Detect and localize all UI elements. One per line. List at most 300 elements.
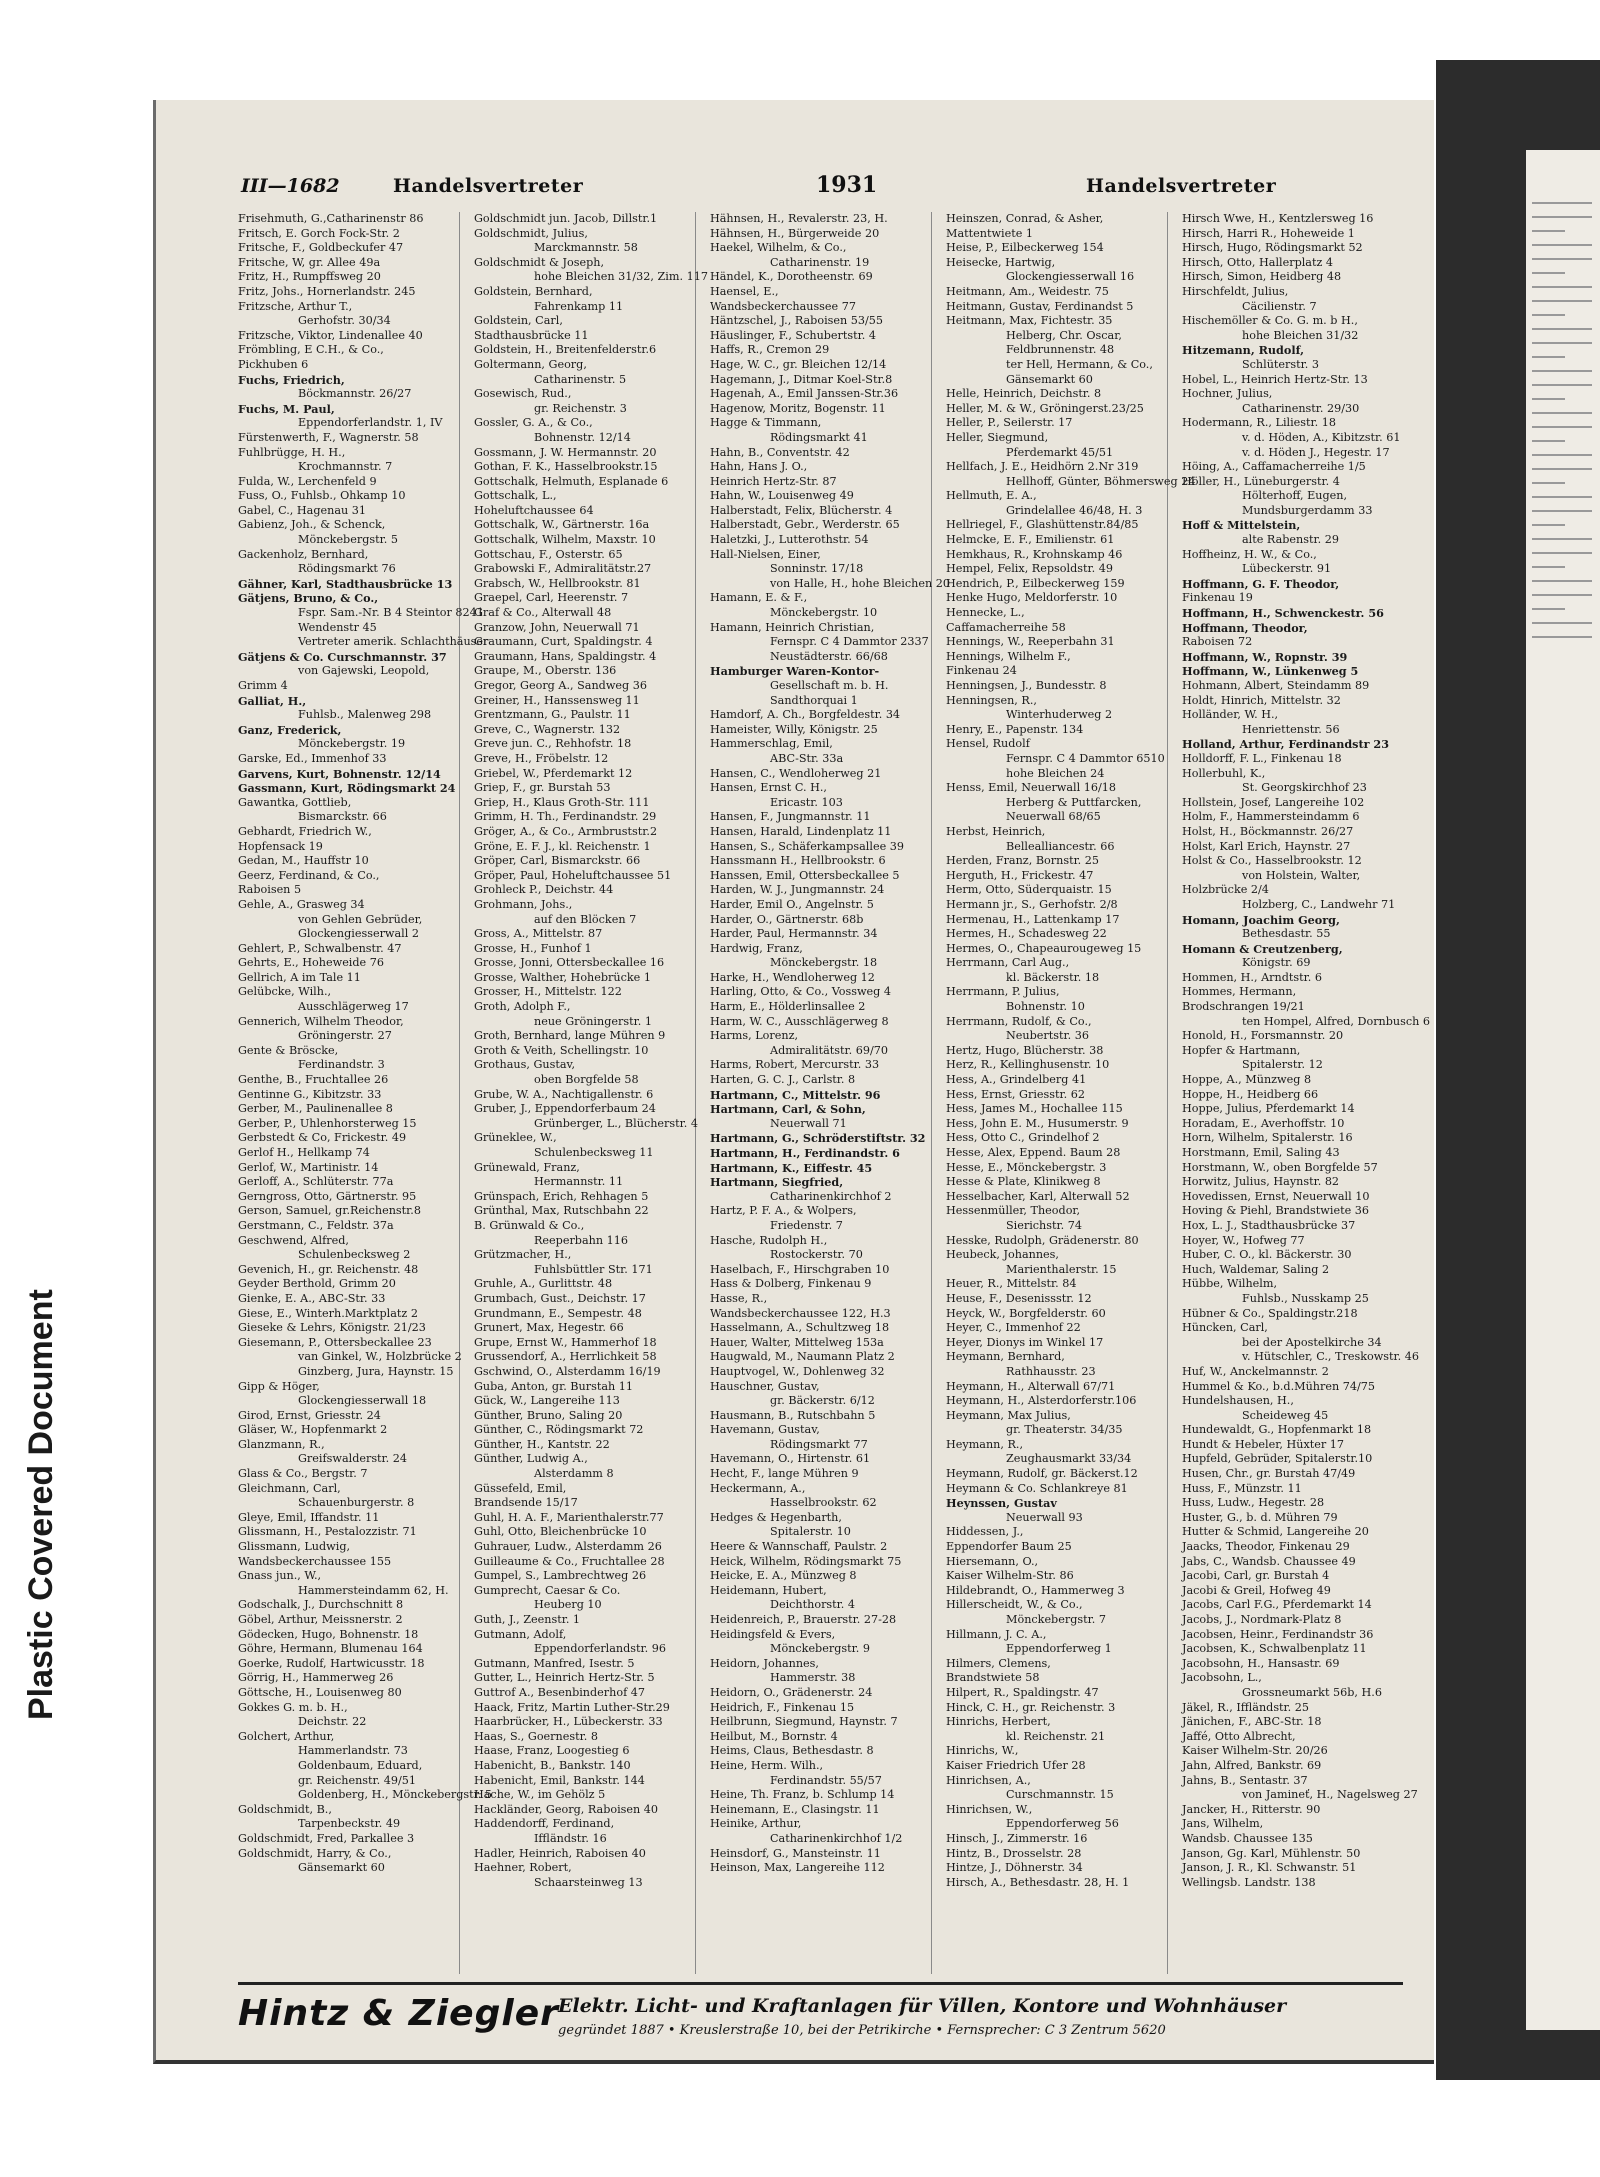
directory-entry: Heick, Wilhelm, Rödingsmarkt 75	[710, 1554, 902, 1568]
directory-entry: Heine, Th. Franz, b. Schlump 14	[710, 1788, 895, 1802]
directory-entry: Hoffheinz, H. W., & Co.,	[1182, 547, 1317, 561]
directory-entry: von Halle, H., hohe Bleichen 20	[770, 576, 950, 590]
directory-entry: Grützmacher, H.,	[474, 1248, 572, 1262]
directory-entry: Gödecken, Hugo, Bohnenstr. 18	[238, 1627, 419, 1641]
directory-entry: Brandsende 15/17	[474, 1496, 578, 1510]
directory-entry: Grupe, Ernst W., Hammerhof 18	[474, 1335, 657, 1349]
directory-entry: Griep, F., gr. Burstah 53	[474, 781, 611, 795]
directory-entry: Hagemann, J., Ditmar Koel-Str.8	[710, 372, 893, 386]
directory-entry: Hennecke, L.,	[946, 606, 1025, 620]
directory-entry: Fritsche, W, gr. Allee 49a	[238, 255, 381, 269]
directory-entry: Vertreter amerik. Schlachthäuser	[298, 635, 489, 649]
directory-entry: Heinson, Max, Langereihe 112	[710, 1861, 885, 1875]
directory-entry: Fuhlbrügge, H. H.,	[238, 445, 346, 459]
directory-entry: Hage, W. C., gr. Bleichen 12/14	[710, 357, 887, 371]
directory-entry: Catharinenstr. 29/30	[1242, 401, 1360, 415]
directory-entry: Holldorff, F. L., Finkenau 18	[1182, 751, 1342, 765]
directory-entry: Hiddessen, J.,	[946, 1525, 1024, 1539]
directory-entry: Gelübcke, Wilh.,	[238, 985, 332, 999]
directory-entry: Hasselmann, A., Schultzweg 18	[710, 1321, 890, 1335]
directory-entry: Hesse, E., Mönckebergstr. 3	[946, 1160, 1107, 1174]
directory-entry: Hellhoff, Günter, Böhmersweg 24	[1006, 474, 1196, 488]
directory-entry: Hessenmüller, Theodor,	[946, 1204, 1081, 1218]
directory-entry: Goldschmidt, Fred, Parkallee 3	[238, 1831, 415, 1845]
directory-entry: Gerber, P., Uhlenhorsterweg 15	[238, 1116, 417, 1130]
directory-entry: Harm, W. C., Ausschlägerweg 8	[710, 1014, 889, 1028]
directory-entry: Hecht, F., lange Mühren 9	[710, 1467, 859, 1481]
directory-entry: Zeughausmarkt 33/34	[1006, 1452, 1132, 1466]
directory-column-2	[474, 212, 708, 1974]
directory-entry: Gipp & Höger,	[238, 1379, 320, 1393]
directory-entry: Goldschmidt, B.,	[238, 1802, 332, 1816]
directory-entry: Gläser, W., Hopfenmarkt 2	[238, 1423, 388, 1437]
directory-entry: Hellriegel, F., Glashüttenstr.84/85	[946, 518, 1139, 532]
directory-entry: Gebhardt, Friedrich W.,	[238, 824, 372, 838]
directory-entry: Hadler, Heinrich, Raboisen 40	[474, 1846, 646, 1860]
directory-column-1	[238, 212, 493, 1974]
directory-entry: Günther, Ludwig A.,	[474, 1452, 588, 1466]
directory-entry: Heymann, H., Alterwall 67/71	[946, 1379, 1116, 1393]
adjacent-page-edge	[1436, 60, 1600, 2080]
directory-entry: Gröper, Carl, Bismarckstr. 66	[474, 854, 641, 868]
directory-entry: Geschwend, Alfred,	[238, 1233, 349, 1247]
directory-entry: Hirsch, Hugo, Rödingsmarkt 52	[1182, 241, 1363, 255]
directory-entry: Greve, C., Wagnerstr. 132	[474, 722, 621, 736]
directory-entry: Holzberg, C., Landwehr 71	[1242, 897, 1396, 911]
directory-entry: Geyder Berthold, Grimm 20	[238, 1277, 396, 1291]
directory-entry: Haselbach, F., Hirschgraben 10	[710, 1262, 890, 1276]
directory-entry: Finkenau 24	[946, 664, 1017, 678]
directory-entry: Henss, Emil, Neuerwall 16/18	[946, 781, 1117, 795]
directory-entry: Grünberger, L., Blücherstr. 4	[534, 1116, 698, 1130]
directory-entry: Hitzemann, Rudolf,	[1182, 343, 1305, 358]
directory-entry: Ferdinandstr. 55/57	[770, 1773, 882, 1787]
directory-entry: Heidemann, Hubert,	[710, 1583, 827, 1597]
directory-entry: Hölterhoff, Eugen,	[1242, 489, 1348, 503]
directory-entry: Grabsch, W., Hellbrookstr. 81	[474, 576, 641, 590]
directory-entry: Guhl, Otto, Bleichenbrücke 10	[474, 1525, 647, 1539]
directory-entry: Harms, Lorenz,	[710, 1029, 799, 1043]
directory-entry: von Holstein, Walter,	[1242, 868, 1361, 882]
directory-entry: Grohmann, Johs.,	[474, 897, 573, 911]
directory-entry: Fuchs, M. Paul,	[238, 401, 335, 416]
directory-entry: Görrig, H., Hammerweg 26	[238, 1671, 394, 1685]
directory-entry: Hupfeld, Gebrüder, Spitalerstr.10	[1182, 1452, 1373, 1466]
directory-entry: von Gehlen Gebrüder,	[298, 912, 423, 926]
directory-entry: Wandsb. Chaussee 135	[1182, 1831, 1313, 1845]
directory-entry: Heyer, C., Immenhof 22	[946, 1321, 1081, 1335]
directory-entry: Heymann, H., Alsterdorferstr.106	[946, 1394, 1137, 1408]
directory-entry: Groth, Bernhard, lange Mühren 9	[474, 1029, 666, 1043]
directory-entry: Deichthorstr. 4	[770, 1598, 856, 1612]
directory-entry: Grentzmann, G., Paulstr. 11	[474, 708, 631, 722]
directory-entry: van Ginkel, W., Holzbrücke 2	[298, 1350, 462, 1364]
directory-entry: Hartmann, C., Mittelstr. 96	[710, 1087, 881, 1102]
directory-entry: Huber, C. O., kl. Bäckerstr. 30	[1182, 1248, 1352, 1262]
directory-entry: Holzbrücke 2/4	[1182, 883, 1269, 897]
directory-entry: Hess, John E. M., Husumerstr. 9	[946, 1116, 1129, 1130]
directory-entry: Herz, R., Kellinghusenstr. 10	[946, 1058, 1110, 1072]
directory-entry: Gutmann, Manfred, Isestr. 5	[474, 1656, 635, 1670]
directory-entry: Fahrenkamp 11	[534, 299, 624, 313]
directory-entry: B. Grünwald & Co.,	[474, 1218, 585, 1232]
directory-entry: Huster, G., b. d. Mühren 79	[1182, 1510, 1338, 1524]
directory-entry: Graupe, M., Oberstr. 136	[474, 664, 617, 678]
directory-entry: Gottschalk, Helmuth, Esplanade 6	[474, 474, 669, 488]
directory-entry: Hoppe, A., Münzweg 8	[1182, 1073, 1312, 1087]
directory-entry: Goldschmidt, Harry, & Co.,	[238, 1846, 392, 1860]
directory-entry: Hamdorf, A. Ch., Borgfeldestr. 34	[710, 708, 901, 722]
directory-entry: Haehner, Robert,	[474, 1861, 572, 1875]
directory-entry: Grabowski F., Admiralitätstr.27	[474, 562, 652, 576]
directory-entry: Eppendorferlandstr. 96	[534, 1642, 666, 1656]
directory-entry: Harling, Otto, & Co., Vossweg 4	[710, 985, 892, 999]
directory-entry: Hollerbuhl, K.,	[1182, 766, 1266, 780]
left-margin	[0, 0, 150, 2177]
directory-entry: von Jamineť, H., Nagelsweg 27	[1242, 1788, 1418, 1802]
directory-entry: Günther, H., Kantstr. 22	[474, 1437, 610, 1451]
directory-entry: Hauptvogel, W., Dohlenweg 32	[710, 1364, 885, 1378]
directory-entry: Heubeck, Johannes,	[946, 1248, 1059, 1262]
directory-entry: Hensel, Rudolf	[946, 737, 1030, 751]
advertisement-rule	[238, 1982, 1403, 1985]
directory-entry: Goldenberg, H., Mönckebergstr. 5	[298, 1788, 493, 1802]
directory-entry: Gente & Bröscke,	[238, 1043, 339, 1057]
directory-entry: Heitmann, Gustav, Ferdinandst 5	[946, 299, 1134, 313]
directory-entry: Heilbrunn, Siegmund, Haynstr. 7	[710, 1715, 898, 1729]
directory-entry: Gätjens, Bruno, & Co.,	[238, 591, 379, 606]
directory-entry: Griep, H., Klaus Groth-Str. 111	[474, 795, 650, 809]
directory-entry: Fernspr. C 4 Dammtor 2337	[770, 635, 929, 649]
directory-entry: gr. Reichenstr. 49/51	[298, 1773, 417, 1787]
directory-entry: Gedan, M., Hauffstr 10	[238, 854, 369, 868]
directory-entry: Königstr. 69	[1242, 956, 1311, 970]
directory-entry: Hopfensack 19	[238, 839, 323, 853]
directory-entry: Hermannstr. 11	[534, 1175, 624, 1189]
directory-entry: Henry, E., Papenstr. 134	[946, 722, 1084, 736]
directory-entry: gr. Reichenstr. 3	[534, 401, 627, 415]
directory-entry: Hilpert, R., Spaldingstr. 47	[946, 1685, 1099, 1699]
directory-entry: Hammerlandstr. 73	[298, 1744, 408, 1758]
directory-entry: hohe Bleichen 24	[1006, 766, 1105, 780]
directory-entry: Fuhlsbüttler Str. 171	[534, 1262, 653, 1276]
directory-entry: Homann & Creutzenberg,	[1182, 941, 1343, 956]
directory-entry: Honold, H., Forsmannstr. 20	[1182, 1029, 1344, 1043]
directory-entry: Heidenreich, P., Brauerstr. 27-28	[710, 1613, 897, 1626]
directory-entry: Hintze, J., Döhnerstr. 34	[946, 1861, 1083, 1875]
directory-entry: Gevenich, H., gr. Reichenstr. 48	[238, 1262, 419, 1276]
adjacent-page-leaf	[1526, 150, 1600, 2030]
directory-entry: Gutter, L., Heinrich Hertz-Str. 5	[474, 1671, 655, 1685]
directory-entry: Hundewaldt, G., Hopfenmarkt 18	[1182, 1423, 1372, 1437]
directory-entry: Halberstadt, Felix, Blücherstr. 4	[710, 503, 893, 517]
directory-entry: Hirsch, Otto, Hallerplatz 4	[1182, 255, 1334, 269]
directory-entry: Hommen, H., Arndtstr. 6	[1182, 970, 1322, 984]
directory-entry: Hintz, B., Drosselstr. 28	[946, 1846, 1082, 1860]
directory-entry: Gleichmann, Carl,	[238, 1481, 341, 1495]
directory-entry: Heitmann, Max, Fichtestr. 35	[946, 314, 1113, 328]
directory-entry: Heymann, R.,	[946, 1437, 1024, 1451]
directory-entry: Grünewald, Franz,	[474, 1160, 580, 1174]
directory-entry: Fspr. Sam.-Nr. B 4 Steintor 8241	[298, 606, 484, 620]
directory-entry: Holst & Co., Hasselbrookstr. 12	[1182, 854, 1362, 868]
directory-entry: Grossneumarkt 56b, H.6	[1242, 1685, 1382, 1699]
directory-entry: Schulenbecksweg 11	[534, 1146, 654, 1159]
directory-entry: Heymann, Max Julius,	[946, 1408, 1071, 1422]
directory-entry: Wellingsb. Landstr. 138	[1182, 1875, 1316, 1889]
directory-entry: Hammersteindamm 62, H.	[298, 1583, 449, 1597]
directory-entry: Hohmann, Albert, Steindamm 89	[1182, 679, 1370, 692]
directory-page	[153, 100, 1434, 2064]
directory-entry: Heuer, R., Mittelstr. 84	[946, 1277, 1077, 1291]
directory-entry: Schlüterstr. 3	[1242, 357, 1319, 371]
directory-entry: Gottschalk, L.,	[474, 489, 557, 503]
directory-entry: Wendenstr 45	[298, 620, 377, 634]
directory-entry: Hiersemann, O.,	[946, 1554, 1039, 1568]
directory-entry: Grunert, Max, Hegestr. 66	[474, 1321, 624, 1335]
directory-entry: Hamburger Waren-Kontor-	[710, 664, 880, 679]
directory-entry: Rödingsmarkt 76	[298, 562, 396, 576]
directory-entry: Huf, W., Anckelmannstr. 2	[1182, 1364, 1329, 1378]
directory-entry: Grünthal, Max, Rutschbahn 22	[474, 1204, 649, 1218]
directory-entry: Hübbe, Wilhelm,	[1182, 1277, 1278, 1291]
directory-entry: Grindelallee 46/48, H. 3	[1006, 503, 1143, 517]
directory-entry: Heymann, Bernhard,	[946, 1350, 1065, 1364]
directory-entry: Holst, H., Böckmannstr. 26/27	[1182, 824, 1354, 838]
directory-columns	[238, 212, 1431, 1974]
directory-entry: Huss, F., Münzstr. 11	[1182, 1481, 1302, 1495]
directory-entry: Holm, F., Hammersteindamm 6	[1182, 810, 1360, 824]
header-title-right: Handelsvertreter	[1086, 175, 1277, 197]
directory-entry: Neuerwall 93	[1006, 1510, 1083, 1524]
directory-entry: Hoheluftchaussee 64	[474, 503, 594, 517]
directory-entry: Ausschlägerweg 17	[298, 1000, 409, 1014]
directory-entry: Jans, Wilhelm,	[1182, 1817, 1264, 1831]
directory-entry: Spitalerstr. 10	[770, 1525, 851, 1539]
directory-entry: Hirsch, A., Bethesdastr. 28, H. 1	[946, 1875, 1130, 1889]
directory-entry: Gutmann, Adolf,	[474, 1627, 567, 1641]
directory-entry: Hennings, W., Reeperbahn 31	[946, 635, 1115, 649]
directory-entry: Graf & Co., Alterwall 48	[474, 606, 612, 620]
directory-entry: Heisecke, Hartwig,	[946, 255, 1056, 269]
directory-entry: Jaffé, Otto Albrecht,	[1182, 1729, 1296, 1743]
directory-entry: Guilleaume & Co., Fruchtallee 28	[474, 1554, 665, 1568]
directory-entry: Grumbach, Gust., Deichstr. 17	[474, 1291, 646, 1305]
directory-entry: Reeperbahn 116	[534, 1233, 628, 1247]
directory-entry: Rödingsmarkt 77	[770, 1437, 868, 1451]
directory-entry: Winterhuderweg 2	[1006, 708, 1113, 722]
directory-entry: Hamann, Heinrich Christian,	[710, 620, 875, 634]
directory-entry: Catharinenstr. 19	[770, 255, 870, 269]
directory-entry: Horstmann, Emil, Saling 43	[1182, 1146, 1340, 1159]
directory-entry: Gienke, E. A., ABC-Str. 33	[238, 1291, 386, 1305]
directory-entry: Gröger, A., & Co., Armbruststr.2	[474, 824, 658, 838]
directory-entry: Höing, A., Caffamacherreihe 1/5	[1182, 460, 1366, 474]
directory-entry: St. Georgskirchhof 23	[1242, 781, 1367, 795]
directory-entry: Henningsen, R.,	[946, 693, 1037, 707]
directory-entry: Havemann, O., Hirtenstr. 61	[710, 1452, 871, 1466]
directory-entry: Bethesdastr. 55	[1242, 927, 1331, 941]
directory-entry: Hertz, Hugo, Blücherstr. 38	[946, 1043, 1104, 1057]
directory-entry: Hauer, Walter, Mittelweg 153a	[710, 1335, 884, 1349]
directory-entry: Hermes, H., Schadesweg 22	[946, 927, 1107, 941]
directory-entry: Mönckebergstr. 10	[770, 606, 878, 620]
directory-entry: Hansen, S., Schäferkampsallee 39	[710, 839, 904, 853]
directory-entry: Gabel, C., Hagenau 31	[238, 503, 366, 517]
directory-entry: Hartmann, K., Eiffestr. 45	[710, 1160, 873, 1175]
directory-entry: Hodermann, R., Liliestr. 18	[1182, 416, 1337, 430]
directory-entry: Hesselbacher, Karl, Alterwall 52	[946, 1189, 1130, 1203]
directory-entry: Hildebrandt, O., Hammerweg 3	[946, 1583, 1125, 1597]
directory-entry: Gätjens & Co. Curschmannstr. 37	[238, 649, 447, 664]
directory-entry: Hempel, Felix, Repsoldstr. 49	[946, 562, 1113, 576]
directory-entry: Fritsch, E. Gorch Fock-Str. 2	[238, 226, 400, 240]
directory-entry: Güssefeld, Emil,	[474, 1481, 567, 1495]
directory-entry: Hermes, O., Chapeaurougeweg 15	[946, 941, 1142, 955]
directory-entry: Hess, Otto C., Grindelhof 2	[946, 1131, 1100, 1145]
directory-entry: Gerhofstr. 30/34	[298, 314, 391, 328]
directory-entry: Hinrichs, Herbert,	[946, 1715, 1051, 1729]
directory-entry: Hoffmann, W., Lünkenweg 5	[1182, 664, 1359, 679]
directory-entry: Schulenbecksweg 2	[298, 1248, 411, 1262]
directory-entry: Grimm, H. Th., Ferdinandstr. 29	[474, 810, 657, 824]
directory-entry: Haddendorff, Ferdinand,	[474, 1817, 615, 1831]
directory-entry: Gerloff, A., Schlüterstr. 77a	[238, 1175, 394, 1189]
directory-entry: Gschwind, O., Alsterdamm 16/19	[474, 1364, 661, 1378]
directory-entry: Heine, Herm. Wilh.,	[710, 1758, 824, 1772]
directory-entry: Halberstadt, Gebr., Werderstr. 65	[710, 518, 900, 532]
scan-note: Plastic Covered Document	[22, 1289, 60, 1720]
directory-entry: Fritsche, F., Goldbeckufer 47	[238, 241, 404, 255]
directory-entry: Kaiser Wilhelm-Str. 86	[946, 1569, 1074, 1583]
directory-entry: Hasche, Rudolph H.,	[710, 1233, 828, 1247]
directory-entry: Grosse, H., Funhof 1	[474, 941, 592, 955]
directory-entry: Jacobs, Carl F.G., Pferdemarkt 14	[1182, 1598, 1372, 1612]
directory-entry: Hausmann, B., Rutschbahn 5	[710, 1408, 876, 1422]
directory-entry: Guhl, H. A. F., Marienthalerstr.77	[474, 1510, 664, 1524]
directory-entry: Hackländer, Georg, Raboisen 40	[474, 1802, 659, 1816]
directory-entry: Grube, W. A., Nachtigallenstr. 6	[474, 1087, 654, 1101]
directory-entry: Brandstwiete 58	[946, 1671, 1040, 1685]
directory-entry: Hemkhaus, R., Krohnskamp 46	[946, 547, 1123, 561]
directory-entry: Habenicht, Emil, Bankstr. 144	[474, 1773, 645, 1787]
directory-entry: Eppendorferlandstr. 1, IV	[298, 416, 443, 430]
directory-entry: Grosse, Walther, Hohebrücke 1	[474, 970, 651, 984]
directory-entry: Heims, Claus, Bethesdastr. 8	[710, 1744, 874, 1758]
directory-entry: Husen, Chr., gr. Burstah 47/49	[1182, 1467, 1356, 1481]
directory-entry: Holdt, Hinrich, Mittelstr. 32	[1182, 693, 1341, 707]
directory-entry: Jäkel, R., Iffländstr. 25	[1182, 1700, 1310, 1714]
directory-entry: Iffländstr. 16	[534, 1831, 607, 1845]
directory-entry: Heller, P., Seilerstr. 17	[946, 416, 1073, 430]
directory-entry: Wandsbeckerchaussee 155	[238, 1554, 392, 1568]
directory-column-4	[946, 212, 1196, 1974]
directory-entry: Tarpenbeckstr. 49	[298, 1817, 401, 1831]
directory-entry: Hirsch Wwe, H., Kentzlersweg 16	[1182, 212, 1374, 225]
directory-entry: Sonninstr. 17/18	[770, 562, 864, 576]
directory-entry: Haase, Franz, Loogestieg 6	[474, 1744, 630, 1758]
directory-entry: Hache, W., im Gehölz 5	[474, 1788, 606, 1802]
directory-entry: Gassmann, Kurt, Rödingsmarkt 24	[238, 781, 456, 796]
directory-entry: Hoffmann, Theodor,	[1182, 620, 1308, 635]
directory-entry: Admiralitätstr. 69/70	[770, 1043, 888, 1057]
directory-entry: ter Hell, Hermann, & Co.,	[1006, 357, 1153, 371]
directory-entry: Hinrichsen, A.,	[946, 1773, 1031, 1787]
directory-entry: Gawantka, Gottlieb,	[238, 795, 352, 809]
directory-entry: Heckermann, A.,	[710, 1481, 806, 1495]
directory-entry: Caffamacherreihe 58	[946, 620, 1066, 634]
directory-entry: Händel, K., Dorotheenstr. 69	[710, 270, 873, 284]
directory-entry: Ferdinandstr. 3	[298, 1058, 385, 1072]
directory-entry: Heinsdorf, G., Mansteinstr. 11	[710, 1846, 881, 1860]
directory-entry: Gabienz, Joh., & Schenck,	[238, 518, 386, 532]
directory-entry: Jabs, C., Wandsb. Chaussee 49	[1182, 1554, 1356, 1568]
directory-entry: Helberg, Chr. Oscar,	[1006, 328, 1122, 342]
directory-entry: Fulda, W., Lerchenfeld 9	[238, 474, 377, 488]
directory-entry: Huch, Waldemar, Saling 2	[1182, 1262, 1330, 1276]
directory-entry: Haensel, E.,	[710, 284, 779, 298]
directory-entry: Hinrichsen, W.,	[946, 1802, 1033, 1816]
directory-entry: Godschalk, J., Durchschnitt 8	[238, 1598, 404, 1612]
directory-entry: Hesske, Rudolph, Grädenerstr. 80	[946, 1233, 1139, 1247]
directory-entry: kl. Bäckerstr. 18	[1006, 970, 1100, 984]
directory-entry: Greiner, H., Hanssensweg 11	[474, 693, 640, 707]
directory-entry: Janson, Gg. Karl, Mühlenstr. 50	[1182, 1846, 1361, 1860]
directory-entry: Hardwig, Franz,	[710, 941, 803, 955]
directory-entry: Jancker, H., Ritterstr. 90	[1182, 1802, 1321, 1816]
directory-entry: Gröper, Paul, Hoheluftchaussee 51	[474, 868, 672, 882]
directory-entry: Heinike, Arthur,	[710, 1817, 802, 1831]
directory-entry: Scheideweg 45	[1242, 1408, 1329, 1422]
directory-entry: Hommes, Hermann,	[1182, 985, 1297, 999]
directory-entry: Hillerscheidt, W., & Co.,	[946, 1598, 1083, 1612]
directory-entry: Haekel, Wilhelm, & Co.,	[710, 241, 847, 255]
directory-entry: Janson, J. R., Kl. Schwanstr. 51	[1182, 1861, 1357, 1875]
directory-entry: Hendrich, P., Eilbeckerweg 159	[946, 576, 1125, 590]
directory-entry: Hobel, L., Heinrich Hertz-Str. 13	[1182, 372, 1368, 386]
directory-entry: Heyck, W., Borgfelderstr. 60	[946, 1306, 1106, 1320]
directory-entry: Fuhlsb., Malenweg 298	[298, 708, 432, 722]
directory-entry: Heynssen, Gustav	[946, 1496, 1057, 1511]
directory-entry: Schaarsteinweg 13	[534, 1875, 643, 1889]
directory-entry: Gänsemarkt 60	[298, 1861, 385, 1875]
directory-entry: Horwitz, Julius, Haynstr. 82	[1182, 1175, 1340, 1189]
directory-entry: Harke, H., Wendloherweg 12	[710, 970, 875, 984]
header-year: 1931	[816, 172, 878, 198]
directory-entry: Sandthorquai 1	[770, 693, 858, 707]
directory-entry: Hansen, Ernst C. H.,	[710, 781, 827, 795]
directory-entry: Heitmann, Am., Weidestr. 75	[946, 284, 1109, 298]
header-title-left: Handelsvertreter	[393, 175, 584, 197]
directory-entry: Homann, Joachim Georg,	[1182, 912, 1340, 927]
directory-entry: Mönckebergstr. 5	[298, 533, 398, 547]
directory-entry: Pickhuben 6	[238, 357, 309, 371]
directory-entry: Jacobsohn, H., Hansastr. 69	[1182, 1656, 1340, 1670]
directory-entry: Guhrauer, Ludw., Alsterdamm 26	[474, 1540, 662, 1554]
directory-entry: Hauschner, Gustav,	[710, 1379, 820, 1393]
directory-column-3	[710, 212, 950, 1974]
directory-entry: Galliat, H.,	[238, 693, 307, 708]
directory-entry: Marckmannstr. 58	[534, 241, 638, 255]
directory-entry: Gothan, F. K., Hasselbrookstr.15	[474, 460, 658, 474]
directory-entry: Hennings, Wilhelm F.,	[946, 649, 1071, 663]
directory-entry: Hinrichs, W.,	[946, 1744, 1019, 1758]
directory-entry: Glockengiesserwall 2	[298, 927, 420, 941]
directory-entry: Raboisen 5	[238, 883, 302, 897]
directory-entry: v. Hütschler, C., Treskowstr. 46	[1242, 1350, 1419, 1364]
directory-entry: Heidorn, Johannes,	[710, 1656, 819, 1670]
directory-entry: Hoppe, H., Heidberg 66	[1182, 1087, 1319, 1101]
